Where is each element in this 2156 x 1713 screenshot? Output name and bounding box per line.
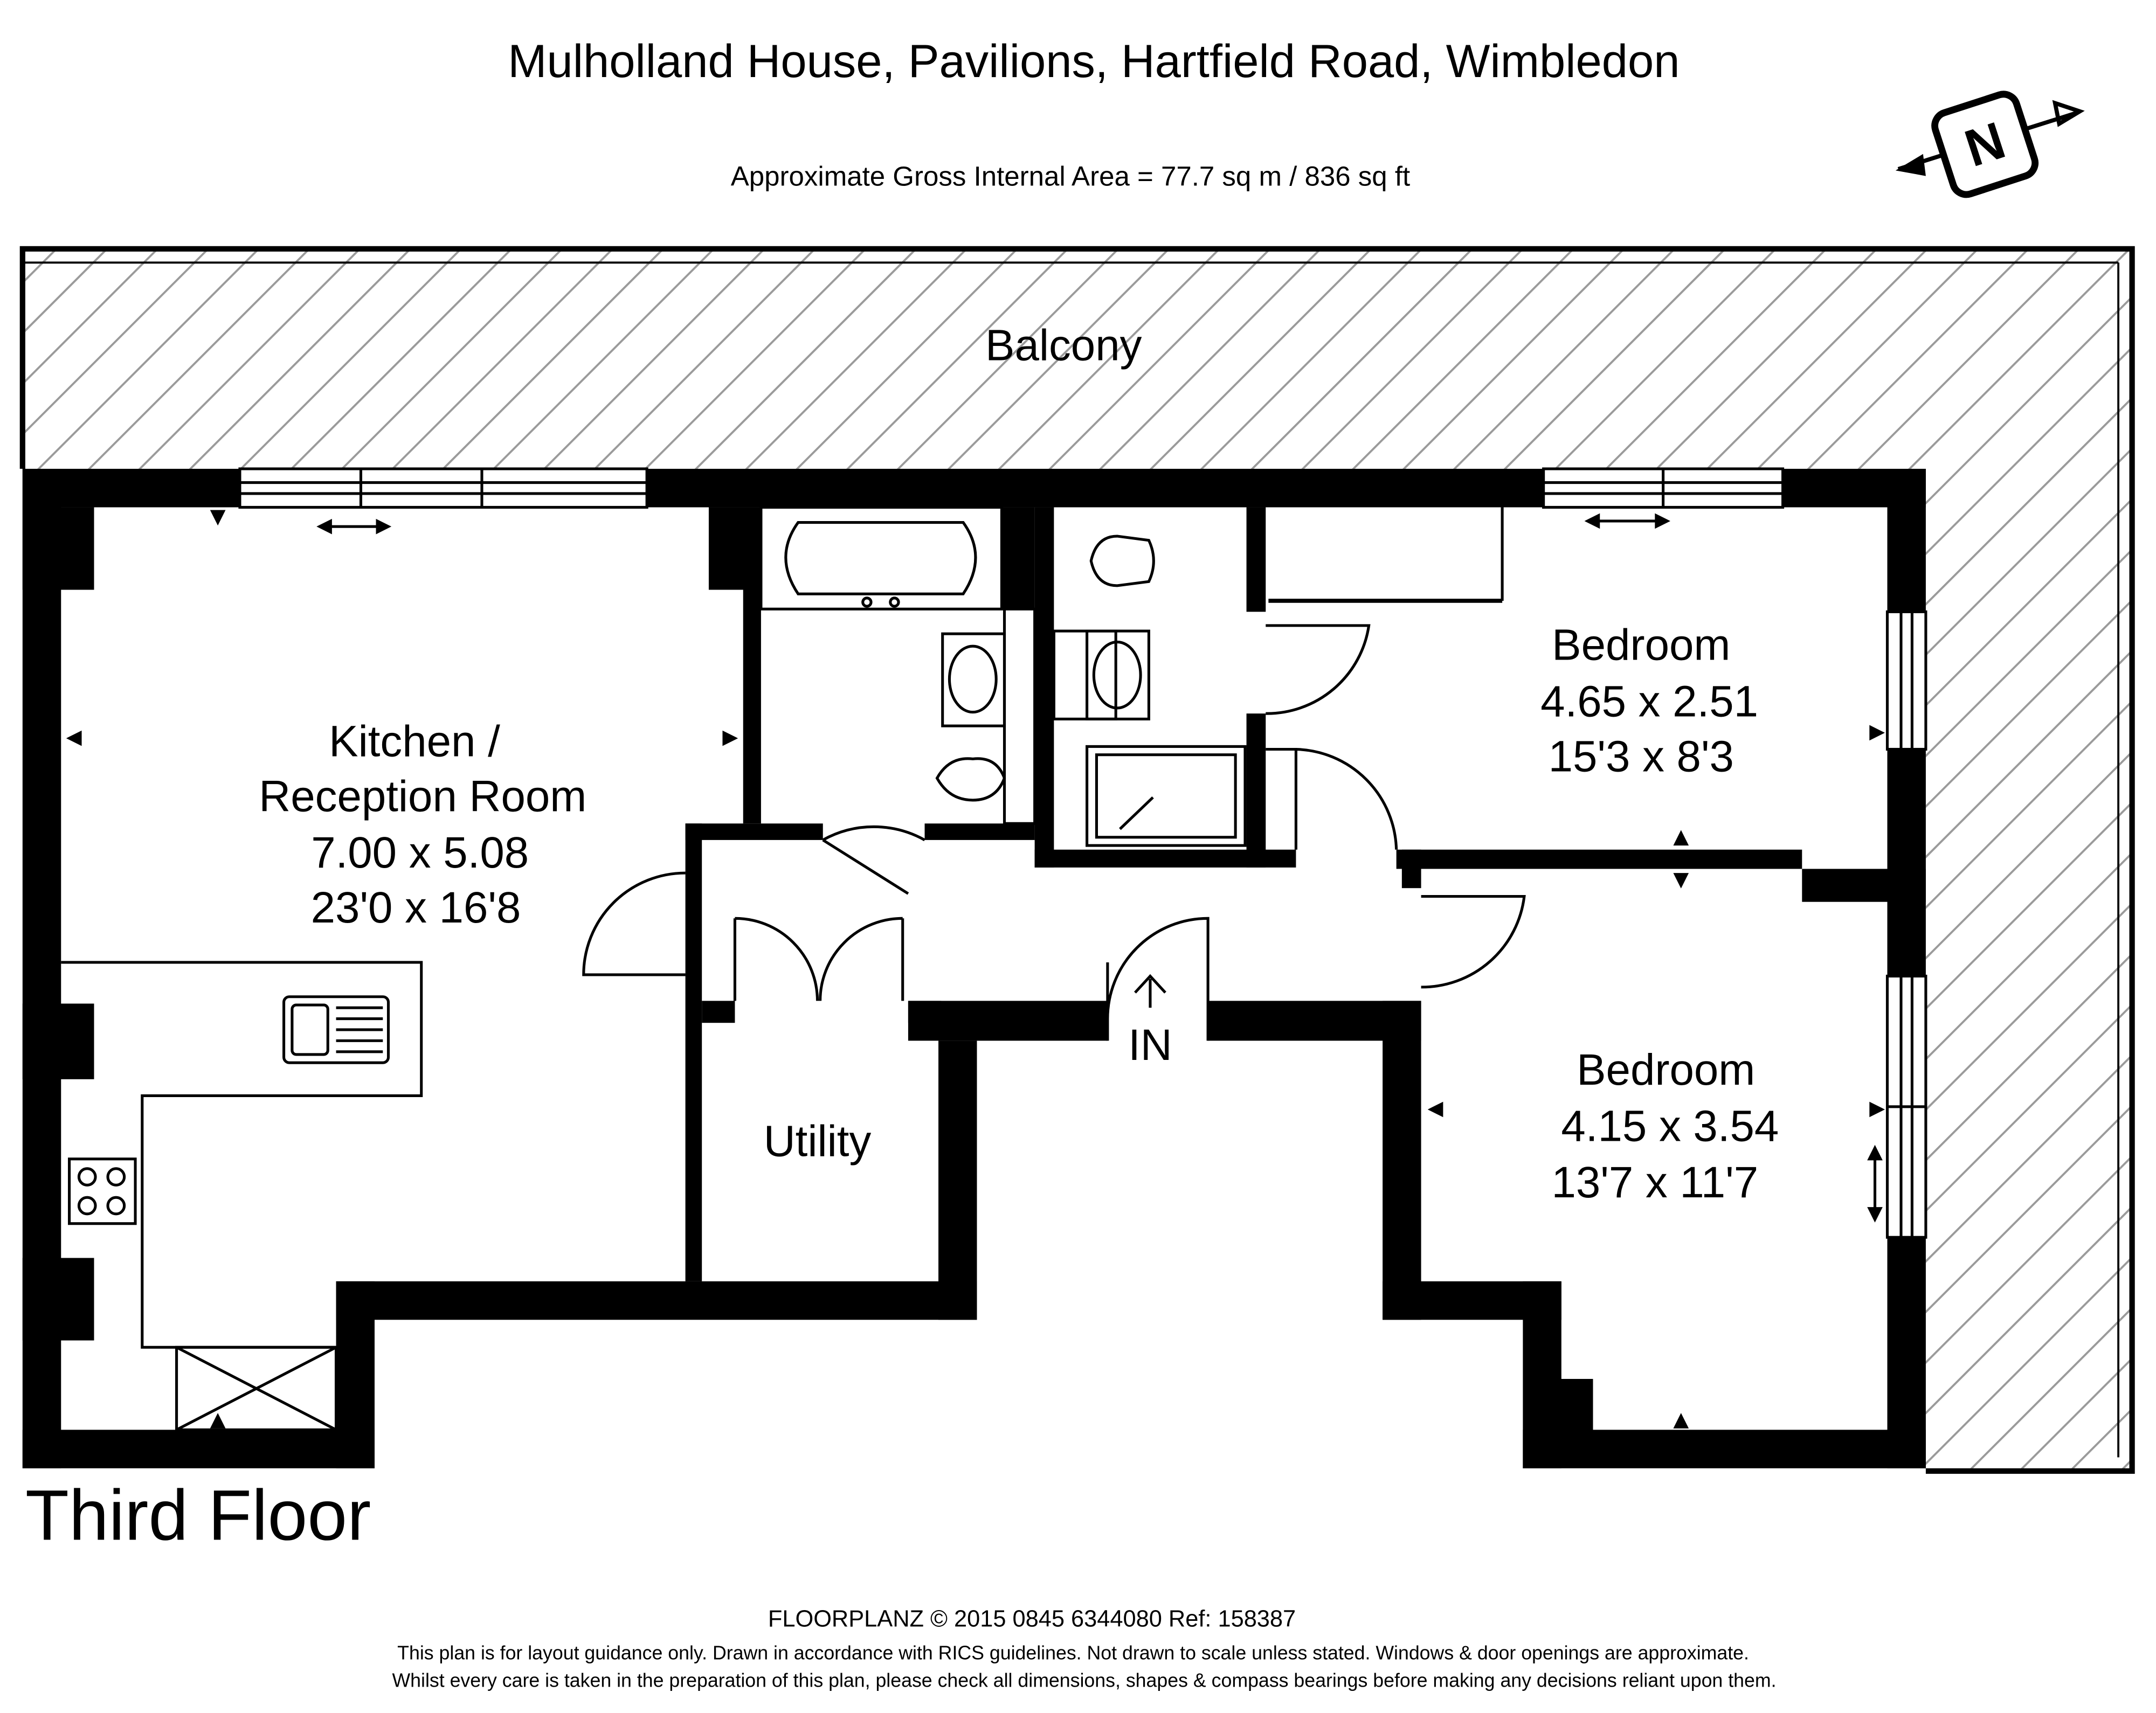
bedroom-1-imperial: 15'3 x 8'3	[1548, 732, 1734, 781]
kitchen-name-line1: Kitchen /	[329, 717, 500, 766]
bedroom-2-imperial: 13'7 x 11'7	[1551, 1158, 1759, 1208]
bedroom-1-name: Bedroom	[1552, 620, 1731, 670]
footer-disclaimer-2: Whilst every care is taken in the preparation of this plan, please check all dimensions, shapes & compass bearings before making any decisions reliant upon them.	[392, 1669, 1777, 1691]
bedroom-2-metric: 4.15 x 3.54	[1561, 1101, 1779, 1151]
bedroom-1-metric: 4.65 x 2.51	[1540, 677, 1759, 726]
bathroom-fixtures	[761, 507, 1245, 845]
north-arrow-icon	[1896, 91, 2080, 198]
area-summary: Approximate Gross Internal Area = 77.7 sq m / 836 sq ft	[730, 161, 1411, 192]
entrance-arrow-icon	[1135, 976, 1165, 1008]
kitchen-metric: 7.00 x 5.08	[311, 828, 529, 877]
entrance-label: IN	[1128, 1021, 1172, 1070]
floor-label: Third Floor	[25, 1475, 371, 1556]
utility-label: Utility	[763, 1116, 872, 1166]
bedroom-2-label	[1551, 1045, 1779, 1207]
compass-label: N	[1958, 110, 2012, 178]
kitchen-name-line2: Reception Room	[259, 772, 587, 821]
footer-credit: FLOORPLANZ © 2015 0845 6344080 Ref: 158387	[768, 1606, 1296, 1632]
plan-title: Mulholland House, Pavilions, Hartfield Road, Wimbledon	[508, 34, 1680, 87]
balcony-label: Balcony	[985, 321, 1142, 370]
bedroom-2-name: Bedroom	[1577, 1045, 1756, 1095]
kitchen-reception-label	[259, 717, 586, 932]
bedroom-1-label	[1540, 621, 1758, 781]
kitchen-imperial: 23'0 x 16'8	[310, 883, 521, 932]
footer-disclaimer-1: This plan is for layout guidance only. Drawn in accordance with RICS guidelines. Not drawn to scale unless stated. Windows & door openings are approximate.	[397, 1642, 1749, 1664]
exterior-walls	[23, 469, 1926, 1468]
